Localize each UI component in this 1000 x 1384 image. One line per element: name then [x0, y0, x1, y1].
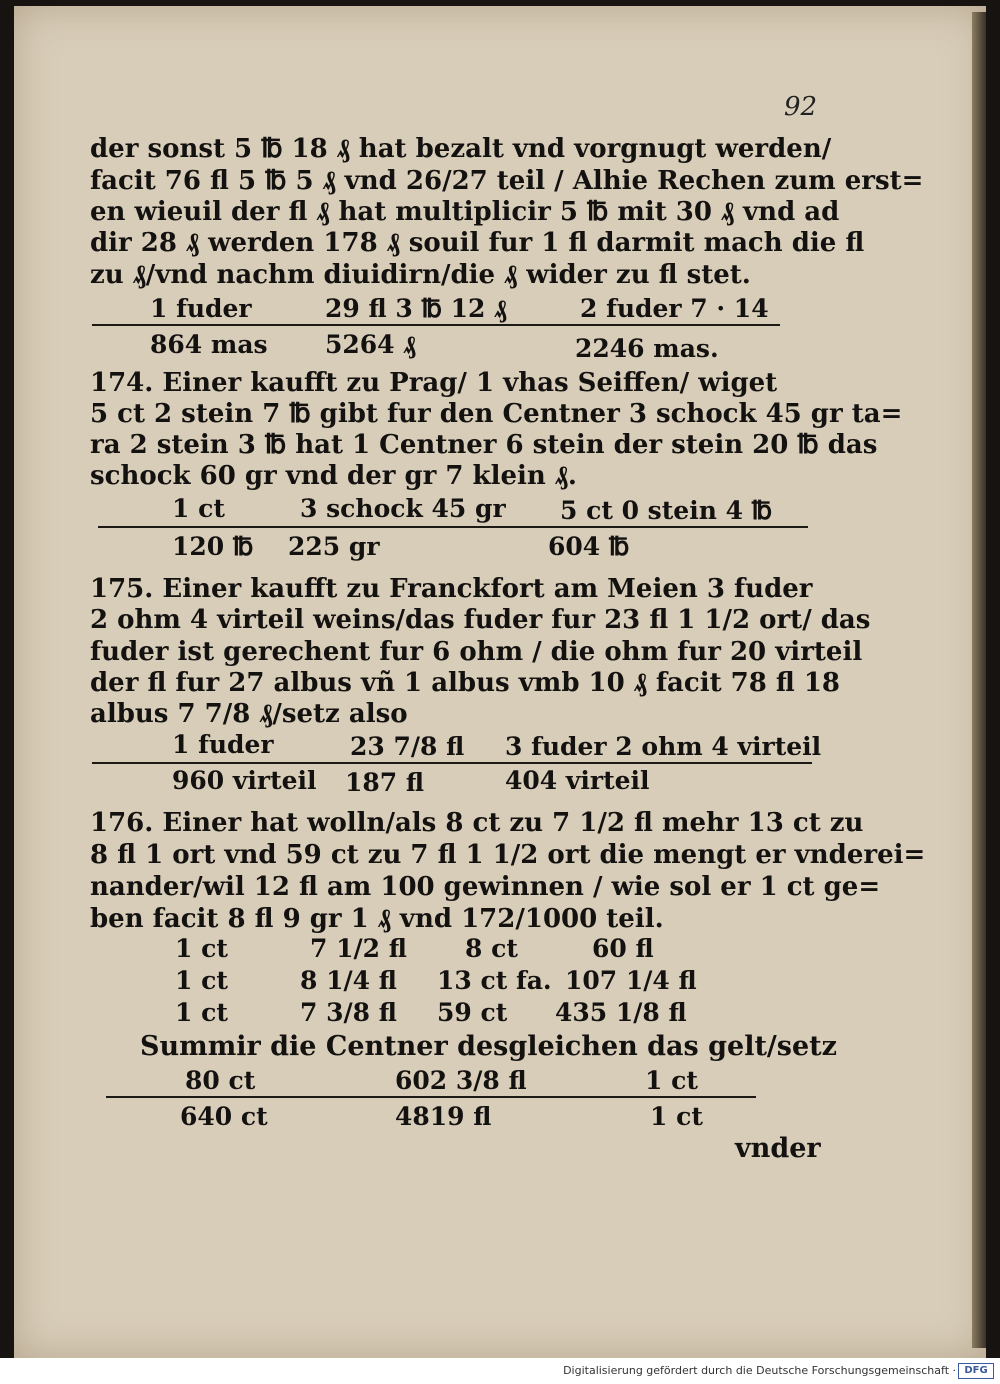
problem-175-line: der fl fur 27 albus vñ 1 albus vmb 10 ₰ facit 78 fl 18	[90, 668, 841, 698]
text-line: der sonst 5 ℔ 18 ₰ hat bezalt vnd vorgnugt werden/	[90, 134, 832, 164]
calc-cell: 1 ct	[645, 1066, 698, 1095]
summary-line: Summir die Centner desgleichen das gelt/setz	[140, 1031, 837, 1062]
calc-cell: 864 mas	[150, 330, 268, 359]
table-cell: 7 3/8 fl	[300, 998, 397, 1027]
problem-176-line: nander/wil 12 fl am 100 gewinnen / wie sol er 1 ct ge=	[90, 872, 881, 902]
dfg-logo: DFG	[958, 1363, 994, 1379]
problem-175-line: 2 ohm 4 virteil weins/das fuder fur 23 fl 1 1/2 ort/ das	[90, 605, 871, 635]
table-cell: 1 ct	[175, 966, 228, 995]
text-line: facit 76 fl 5 ℔ 5 ₰ vnd 26/27 teil / Alhie Rechen zum erst=	[90, 166, 924, 196]
table-cell: 59 ct	[437, 998, 508, 1027]
table-cell: 60 fl	[592, 934, 654, 963]
calc-cell: 120 ℔	[172, 532, 254, 561]
table-cell: 8 1/4 fl	[300, 966, 397, 995]
problem-176-line: ben facit 8 fl 9 gr 1 ₰ vnd 172/1000 teil.	[90, 904, 664, 934]
calc-cell: 3 schock 45 gr	[300, 494, 506, 523]
calc-cell: 1 fuder	[172, 730, 274, 759]
calc-cell: 5 ct 0 stein 4 ℔	[560, 496, 773, 525]
calc-rule	[106, 1096, 756, 1098]
problem-174-line: ra 2 stein 3 ℔ hat 1 Centner 6 stein der stein 20 ℔ das	[90, 430, 878, 460]
catchword: vnder	[735, 1133, 821, 1164]
table-cell: 1 ct	[175, 998, 228, 1027]
calc-cell: 2246 mas.	[575, 334, 719, 363]
calc-cell: 1 fuder	[150, 294, 252, 323]
calc-cell: 960 virteil	[172, 766, 317, 795]
table-cell: 13 ct fa.	[437, 966, 552, 995]
calc-cell: 187 fl	[345, 768, 425, 797]
calc-cell: 640 ct	[180, 1102, 268, 1131]
table-cell: 435 1/8 fl	[555, 998, 687, 1027]
calc-cell: 80 ct	[185, 1066, 256, 1095]
calc-cell: 1 ct	[650, 1102, 703, 1131]
footer-credit: Digitalisierung gefördert durch die Deutsche Forschungsgemeinschaft ·	[563, 1364, 956, 1377]
table-cell: 107 1/4 fl	[565, 966, 697, 995]
text-line: dir 28 ₰ werden 178 ₰ souil fur 1 fl darmit mach die fl	[90, 228, 865, 258]
calc-cell: 4819 fl	[395, 1102, 492, 1131]
calc-cell: 602 3/8 fl	[395, 1066, 527, 1095]
calc-cell: 3 fuder 2 ohm 4 virteil	[505, 732, 822, 761]
text-line: en wieuil der fl ₰ hat multiplicir 5 ℔ mit 30 ₰ vnd ad	[90, 197, 840, 227]
calc-cell: 225 gr	[288, 532, 380, 561]
text-line: zu ₰/vnd nachm diuidirn/die ₰ wider zu fl stet.	[90, 260, 751, 290]
problem-174-line: 174. Einer kaufft zu Prag/ 1 vhas Seiffen/ wiget	[90, 368, 778, 398]
table-cell: 1 ct	[175, 934, 228, 963]
calc-cell: 29 fl 3 ℔ 12 ₰	[325, 294, 507, 323]
footer-bar	[0, 1358, 1000, 1384]
calc-cell: 2 fuder 7 · 14	[580, 294, 769, 323]
calc-rule	[92, 324, 780, 326]
calc-rule	[92, 762, 812, 764]
problem-174-line: 5 ct 2 stein 7 ℔ gibt fur den Centner 3 schock 45 gr ta=	[90, 399, 903, 429]
problem-175-line: albus 7 7/8 ₰/setz also	[90, 699, 408, 729]
calc-cell: 5264 ₰	[325, 330, 416, 359]
calc-cell: 404 virteil	[505, 766, 650, 795]
calc-rule	[98, 526, 808, 528]
problem-176-line: 8 fl 1 ort vnd 59 ct zu 7 fl 1 1/2 ort die mengt er vnderei=	[90, 840, 926, 870]
table-cell: 8 ct	[465, 934, 518, 963]
problem-176-line: 176. Einer hat wolln/als 8 ct zu 7 1/2 fl mehr 13 ct zu	[90, 808, 864, 838]
calc-cell: 23 7/8 fl	[350, 732, 465, 761]
calc-cell: 604 ℔	[548, 532, 630, 561]
page-number: 92	[784, 92, 818, 122]
problem-174-line: schock 60 gr vnd der gr 7 klein ₰.	[90, 461, 577, 491]
problem-175-line: 175. Einer kaufft zu Franckfort am Meien 3 fuder	[90, 574, 813, 604]
table-cell: 7 1/2 fl	[310, 934, 407, 963]
problem-175-line: fuder ist gerechent fur 6 ohm / die ohm fur 20 virteil	[90, 637, 863, 667]
calc-cell: 1 ct	[172, 494, 225, 523]
